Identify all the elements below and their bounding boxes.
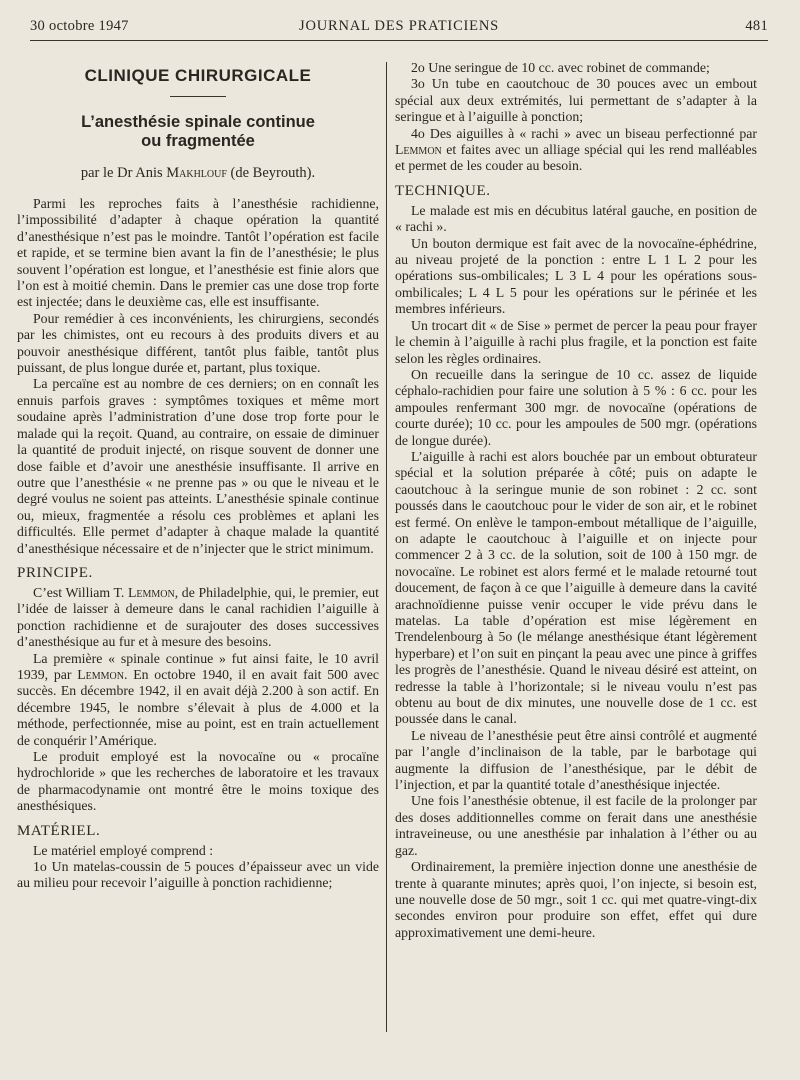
heading-technique: TECHNIQUE.	[395, 182, 491, 199]
header-page-number: 481	[745, 18, 768, 34]
name-lemmon: Lemmon	[127, 584, 175, 600]
paragraph-lemmon	[17, 585, 379, 651]
paragraph-remedies: Pour remédier à ces inconvénients, les chirurgiens, secondés par les chimistes, ont eu recours à des produits divers et au pouvoir anesthésique différent, tantôt plus faible, tantôt plus puissant, de plus longue durée et, partant, plus toxique.	[17, 310, 379, 376]
name-lemmon: Lemmon	[395, 142, 442, 158]
header-date: 30 octobre 1947	[30, 18, 129, 34]
paragraph-materiel-intro: Le matériel employé comprend :	[33, 842, 214, 858]
paragraph-niveau: Le niveau de l’anesthésie peut être ainsi contrôlé et augmenté par l’angle d’inclinaison de la table, par le barbotage qui augmente la diffusion de l’anesthésique, par le débit de l’injection, et par la quantité totale d’anesthésique injectée.	[395, 727, 757, 793]
text-run: et faites avec un alliage spécial qui les rend malléables et permet de les couder au besoin.	[395, 142, 757, 174]
materiel-item-3: 3o Un tube en caoutchouc de 30 pouces avec un embout spécial aux deux extrémités, lui permettant de s’adapter à la seringue et à l’aiguille à ponction;	[395, 76, 757, 125]
name-lemmon: Lemmon	[77, 666, 124, 682]
byline-prefix: par le Dr Anis	[80, 165, 167, 181]
author-name: Makhlouf	[166, 165, 227, 181]
right-column	[395, 60, 757, 941]
section-rubric: CLINIQUE CHIRURGICALE	[84, 66, 312, 85]
rubric-rule	[170, 96, 226, 97]
article-title-line-1: L’anesthésie spinale continue	[81, 113, 315, 131]
article-title	[17, 113, 379, 151]
heading-principe: PRINCIPE.	[17, 564, 93, 581]
left-column	[17, 60, 379, 892]
text-run: . En octobre 1940, il en avait fait 500 avec succès. En décembre 1942, il en avait déjà 2.200 à son actif. En décembre 1945, le nombre s’élevait à plus de 4.000 et la méthode, perfectionnée, mise au point, est en train actuellement de conquérir l’Amérique.	[17, 666, 379, 748]
materiel-item-1: 1o Un matelas-coussin de 5 pouces d’épaisseur avec un vide au milieu pour recevoir l’aiguille à ponction rachidienne;	[17, 859, 379, 891]
column-divider	[386, 62, 387, 1032]
text-run: 4o Des aiguilles à « rachi » avec un biseau perfectionné par	[411, 125, 757, 141]
paragraph-trocart: Un trocart dit « de Sise » permet de percer la peau pour frayer le chemin à l’aiguille à rachi plus fragile, et la ponction est faite selon les règles ordinaires.	[395, 317, 757, 366]
paragraph-solution: On recueille dans la seringue de 10 cc. assez de liquide céphalo-rachidien pour faire une solution à 5 % : 6 cc. pour les ampoules renfermant 300 mgr. de novocaïne (opérations de courte durée); 10 cc. pour les ampoules de 500 mgr. (opérations de longue durée).	[395, 366, 757, 448]
article-title-line-2: ou fragmentée	[141, 132, 255, 150]
paragraph-prolongation: Une fois l’anesthésie obtenue, il est facile de la prolonger par des doses additionnelles comme on ferait dans une anesthésie intraveineuse, ou une anesthésie par inhalation à l’éther ou au gaz.	[395, 793, 757, 858]
paragraph-doses: Ordinairement, la première injection donne une anesthésie de trente à quarante minutes; après quoi, l’on injecte, si besoin est, une nouvelle dose de 50 mgr., soit 1 cc. qui met quatre-vingt-dix secondes environ pour produire son effet, effet qui dure approximativement une demi-heure.	[395, 859, 757, 940]
paragraph-injection: L’aiguille à rachi est alors bouchée par un embout obturateur spécial et la solution préparée à côté; puis on adapte le caoutchouc à la seringue munie de son robinet : 2 cc. sont poussés dans le caoutchouc pour le vider de son air, et le robinet est fermé. On enlève le tampon-embout métallique de l’aiguille, on adapte le caoutchouc à l’aiguille et on injecte pour commencer 2 à 3 cc. de la solution, soit de 100 à 150 mgr. de novocaïne. Le robinet est alors fermé et le malade retourné tout doucement, de façon à ce que l’aiguille à demeure dans la cavité arachnoïdienne puisse venir occuper le vide prévu dans le matelas. La table d’opération est mise légèrement en Trendelenbourg à 5o (le mélange anesthésique étant légèrement hyperbare) et l’on suit en pinçant la peau avec une pince à griffes les progrès de l’anesthésie. Quand le niveau désiré est atteint, on redresse la table à l’horizontale; si le niveau voulu n’est pas obtenu au bout de dix minutes, une nouvelle dose de 1 cc. est poussée dans le canal.	[395, 448, 757, 727]
paragraph-bouton-dermique: Un bouton dermique est fait avec de la novocaïne-éphédrine, au niveau projeté de la ponction : entre L 1 L 2 pour les opérations sus-ombilicales; L 3 L 4 pour les opérations sous-ombilicales; L 4 L 5 pour les opérations sur le périnée et les membres inférieurs.	[395, 235, 757, 317]
page-header	[30, 18, 768, 41]
text-run: La première « spinale continue » fut ainsi faite, le 10 avril 1939, par	[17, 650, 379, 682]
text-run: , de Philadelphie, qui, le premier, eut l’idée de laisser à demeure dans le canal rachidien l’aiguille à ponction rachidienne et de surajouter des doses successives d’anesthésique au fur et à mesure des besoins.	[17, 584, 380, 650]
paragraph-product: Le produit employé est la novocaïne ou « procaïne hydrochloride » que les recherches de laboratoire et les travaux de pharmacodynamie ont montré être le moins toxique des anesthésiques.	[17, 749, 379, 814]
text-run: C’est William T.	[33, 584, 128, 600]
byline-affiliation: (de Beyrouth).	[226, 165, 316, 181]
paragraph-intro: Parmi les reproches faits à l’anesthésie rachidienne, l’impossibilité d’adapter à chaque opération la quantité d’anesthésique n’est pas le moindre. Tantôt l’opération est facile et rapide, et se termine bien avant la fin de l’anesthésie; le plus souvent l’opération est longue, et l’anesthésie est finie alors que l’on est à moitié chemin. Dans le premier cas une dose trop forte est injectée; dans le deuxième cas, elle est insuffisante.	[17, 196, 379, 310]
paragraph-percaine: La percaïne est au nombre de ces derniers; on en connaît les ennuis parfois graves : symptômes toxiques et même mort soudaine après l’administration d’une dose trop forte pour le malade qui la reçoit. Quand, au contraire, on essaie de diminuer la quantité de produit injecté, on risque souvent de donner une dose faible et d’avoir une anesthésie insuffisante. Il arrive en outre que l’anesthésie « ne prenne pas » ou que le niveau et le degré voulus ne soient pas atteints. L’anesthésie spinale continue ou, mieux, fragmentée a résolu ces problèmes et aplani les difficultés. Elle permet d’adapter à chaque malade la quantité d’anesthésique nécessaire et de n’injecter que le strict minimum.	[17, 376, 379, 556]
heading-materiel: MATÉRIEL.	[17, 822, 101, 839]
materiel-item-4	[395, 126, 757, 175]
article-byline	[17, 165, 379, 182]
header-journal-title: JOURNAL DES PRATICIENS	[299, 18, 499, 34]
materiel-item-2: 2o Une seringue de 10 cc. avec robinet de commande;	[411, 60, 710, 75]
paragraph-history	[17, 651, 379, 749]
paragraph-position: Le malade est mis en décubitus latéral gauche, en position de « rachi ».	[395, 202, 757, 235]
